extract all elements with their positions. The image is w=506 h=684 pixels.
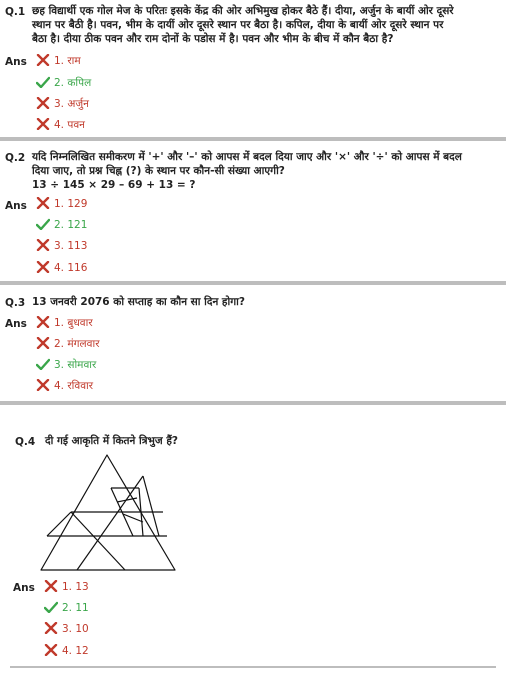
option-text: 1. 129 [54,198,88,210]
cross-icon [36,379,50,391]
cross-icon [36,239,50,251]
option-4 [44,644,89,658]
separator [0,281,506,285]
option-2 [36,337,100,351]
check-icon [44,601,58,613]
option-1 [36,197,87,211]
cross-icon [36,316,50,328]
option-4 [36,118,85,132]
ans-label: Ans [5,56,27,68]
question-number: Q.2 [5,152,26,164]
check-icon [36,358,50,370]
option-1 [36,54,81,68]
option-text: 3. सोमवार [54,359,97,371]
option-4 [36,379,93,393]
question-line: स्थान पर बैठी है। पवन, भीम के दायीं ओर दूसरे स्थान पर बैठा है। कपिल, दीया के बायीं ओर दूसरे स्थान पर [32,19,444,31]
separator [0,401,506,405]
option-text: 4. 116 [54,262,88,274]
cross-icon [44,580,58,592]
question-number: Q.1 [5,6,26,18]
option-text: 2. 11 [62,602,89,614]
option-text: 3. अर्जुन [54,98,89,110]
separator [0,137,506,141]
separator [10,666,496,668]
option-text: 2. कपिल [54,77,92,89]
option-1 [44,580,89,594]
check-icon [36,76,50,88]
option-1 [36,316,93,330]
question-text [32,295,502,309]
question-line: छह विद्यार्थी एक गोल मेज के परितः इसके केंद्र की ओर अभिमुख होकर बैठे हैं। दीया, अर्जुन के बायीं ओर दूसरे [32,5,454,17]
option-text: 4. रविवार [54,380,94,392]
question-number: Q.4 [15,436,36,448]
question-text [32,4,502,46]
option-text: 2. मंगलवार [54,338,100,350]
question-text [32,150,502,192]
option-3 [36,97,89,111]
option-text: 1. बुधवार [54,317,93,329]
cross-icon [36,337,50,349]
option-2 [36,76,91,90]
cross-icon [36,54,50,66]
option-text: 1. 13 [62,581,89,593]
question-text [45,434,485,448]
cross-icon [36,118,50,130]
cross-icon [44,622,58,634]
cross-icon [36,261,50,273]
option-2 [44,601,89,615]
question-line: दिया जाए, तो प्रश्न चिह्न (?) के स्थान पर कौन-सी संख्या आएगी? [32,165,285,177]
check-icon [36,218,50,230]
ans-label: Ans [13,582,35,594]
option-text: 4. 12 [62,645,89,657]
ans-label: Ans [5,318,27,330]
triangle-figure [39,452,179,577]
option-text: 1. राम [54,55,81,67]
option-4 [36,261,87,275]
ans-label: Ans [5,200,27,212]
question-line: 13 ÷ 145 × 29 – 69 + 13 = ? [32,179,196,191]
option-text: 3. 10 [62,623,89,635]
cross-icon [36,197,50,209]
question-line: यदि निम्नलिखित समीकरण में '+' और '–' को आपस में बदल दिया जाए और '×' और '÷' को आपस में बदल [32,151,462,163]
option-text: 3. 113 [54,240,88,252]
question-line: बैठा है। दीया ठीक पवन और राम दोनों के पडोस में है। पवन और भीम के बीच में कौन बैठा है? [32,33,394,45]
option-text: 2. 121 [54,219,88,231]
option-text: 4. पवन [54,119,85,131]
option-2 [36,218,87,232]
cross-icon [36,97,50,109]
question-line: 13 जनवरी 2076 को सप्ताह का कौन सा दिन होगा? [32,296,245,308]
option-3 [44,622,89,636]
question-line: दी गई आकृति में कितने त्रिभुज हैं? [45,435,179,447]
option-3 [36,358,96,372]
cross-icon [44,644,58,656]
question-number: Q.3 [5,297,26,309]
option-3 [36,239,87,253]
